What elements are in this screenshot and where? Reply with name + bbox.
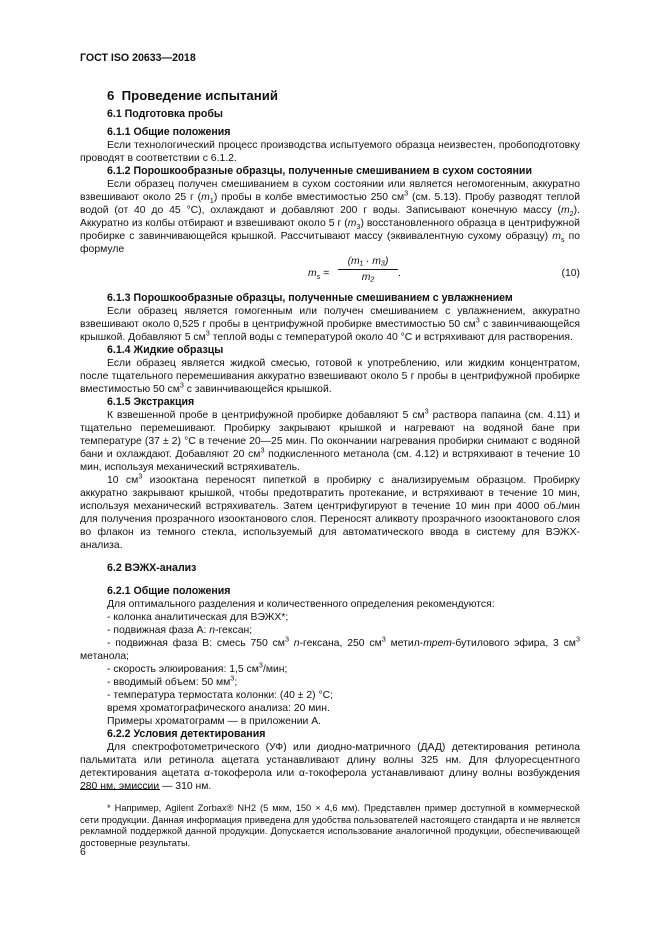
section-6-1-5-text-2: 10 $см^3$ изооктана переносят пипеткой в пробирку с анализируемым образцом. Пробирку аккуратно закрывают крышкой, чтобы предотвратить протекание, и встряхивают в течение 10 мин, используя механический встряхиватель. Затем центрифугируют в течение 10 мин при 4000 об./мин для получения прозрачного изооктанового слоя. Переносят аликвоту прозрачного изооктанового слоя во флакон из темного стекла, используемый для автоматического ввода в систему для ВЭЖХ-анализа. xyxy=(80,471,580,551)
document-header: ГОСТ ISO 20633—2018 xyxy=(80,52,196,64)
analysis-time: время хроматографического анализа: 20 мин. xyxy=(107,703,330,714)
section-6-1-5-text-1: К взвешенной пробе в центрифужной пробирке добавляют 5 $см^3$ раствора папаина (см. 4.11) и тщательно перемешивают. Пробирку закрывают крышкой и нагревают на водяной бане при температуре (37 ± 2) °С в течение 20—25 мин. По окончании нагревания пробирки снимают с водяной бани и охлаждают. Добавляют 20 $см^3$ подкисленного метанола (см. 4.12) и встряхивают в течение 10 мин, используя механический встряхиватель. xyxy=(80,406,580,473)
section-6-1-1-text: Если технологический процесс производства испытуемого образца неизвестен, пробоподготовку проводят в соответствии с 6.1.2. xyxy=(80,140,580,164)
list-item-phase-a: - подвижная фаза А: n-гексан; xyxy=(107,625,253,636)
list-item-phase-b: - подвижная фаза В: смесь 750 $см^3$ n-гексана, 250 $см^3$ метил-трет-бутилового эфира, 3 $см^3$ метанола; xyxy=(80,634,580,662)
formula-denominator: m₂ xyxy=(361,272,375,283)
chromatogram-examples: Примеры хроматограмм — в приложении А. xyxy=(107,716,322,727)
formula-number: (10) xyxy=(561,268,580,279)
section-6-1-2-text: Если образец получен смешиванием в сухом состоянии или является негомогенным, аккуратно взвешивают около 25 г $(m_1)$ пробы в колбе вместимостью 250 $см^3$ (см. 5.13). Пробу разводят теплой водой (от 40 до 45 °С), охлаждают и добавляют 200 г воды. Записывают конечную массу $(m_2)$. Аккуратно из колбы отбирают и взвешивают около 5 г $(m_3)$ восстановленного образца в центрифужной пробирке с завинчивающейся крышкой. Рассчитывают массу (эквивалентную сухому образцу) $m_s$ по формуле xyxy=(80,179,580,255)
section-6-1-3-text: Если образец является гомогенным или получен смешиванием с увлажнением, аккуратно взвешивают около 0,525 г пробы в центрифужной пробирке вместимостью 50 $см^3$ с завинчивающейся крышкой. Добавляют 5 $см^3$ теплой воды с температурой около 40 °С и встряхивают для растворения. xyxy=(80,306,580,343)
section-6-2-2-heading: 6.2.2 Условия детектирования xyxy=(107,728,266,740)
formula-numerator: (m₁ · m₃) xyxy=(338,256,398,270)
section-6-1-heading: 6.1 Подготовка пробы xyxy=(107,108,223,120)
section-6-1-4-text: Если образец является жидкой смесью, готовой к употреблению, или жидким концентратом, после тщательного перемешивания аккуратно взвешивают около 5 г пробы в центрифужной пробирке вместимостью 50 $см^3$ с завинчивающейся крышкой. xyxy=(80,358,580,395)
list-item-injection-volume: - вводимый объем: 50 $мм^3$; xyxy=(107,673,238,688)
formula-fraction xyxy=(338,256,398,283)
section-6-1-4-heading: 6.1.4 Жидкие образцы xyxy=(107,344,224,356)
list-item-column-temperature: - температура термостата колонки: (40 ± 2) °С; xyxy=(107,690,334,701)
footnote-divider xyxy=(80,789,160,790)
page-number: 6 xyxy=(80,847,86,858)
section-6-1-5-heading: 6.1.5 Экстракция xyxy=(107,396,195,408)
list-item-flow-rate: - скорость элюирования: 1,5 $см^3$/мин; xyxy=(107,660,288,675)
section-6-2-2-text: Для спектрофотометрического (УФ) или диодно-матричного (ДАД) детектирования ретинола пальмитата или ретинола ацетата устанавливают длину волны 325 нм. Для флуоресцентного детектирования ацетата α-токоферола или α-токоферола устанавливают длину волны возбуждения 280 нм, эмиссии — 310 нм. xyxy=(80,742,580,792)
formula-period: . xyxy=(398,268,401,279)
list-item-column: - колонка аналитическая для ВЭЖХ*; xyxy=(107,612,289,623)
footnote: * Например, Agilent Zorbax® NH2 (5 мкм, 150 × 4,6 мм). Представлен пример доступной в коммерческой сети продукции. Данная информация приведена для удобства пользователей настоящего стандарта и не является рекламной поддержкой данной продукции. Допускается использование аналогичной продукции, обеспечивающей достоверные результаты. xyxy=(80,803,580,849)
section-6-2-1-intro: Для оптимального разделения и количественного определения рекомендуются: xyxy=(107,599,495,610)
section-6-heading: 6 Проведение испытаний xyxy=(107,88,278,103)
section-6-1-2-heading: 6.1.2 Порошкообразные образцы, полученные смешиванием в сухом состоянии xyxy=(107,165,532,177)
document-page xyxy=(80,52,580,793)
section-6-1-1-heading: 6.1.1 Общие положения xyxy=(107,126,231,138)
formula-lhs: $m_s$ = xyxy=(308,268,330,282)
section-6-2-1-heading: 6.2.1 Общие положения xyxy=(107,585,231,597)
section-6-2-heading: 6.2 ВЭЖХ-анализ xyxy=(107,562,197,574)
formula-10 xyxy=(80,256,580,292)
section-6-1-3-heading: 6.1.3 Порошкообразные образцы, полученные смешиванием с увлажнением xyxy=(107,292,513,304)
